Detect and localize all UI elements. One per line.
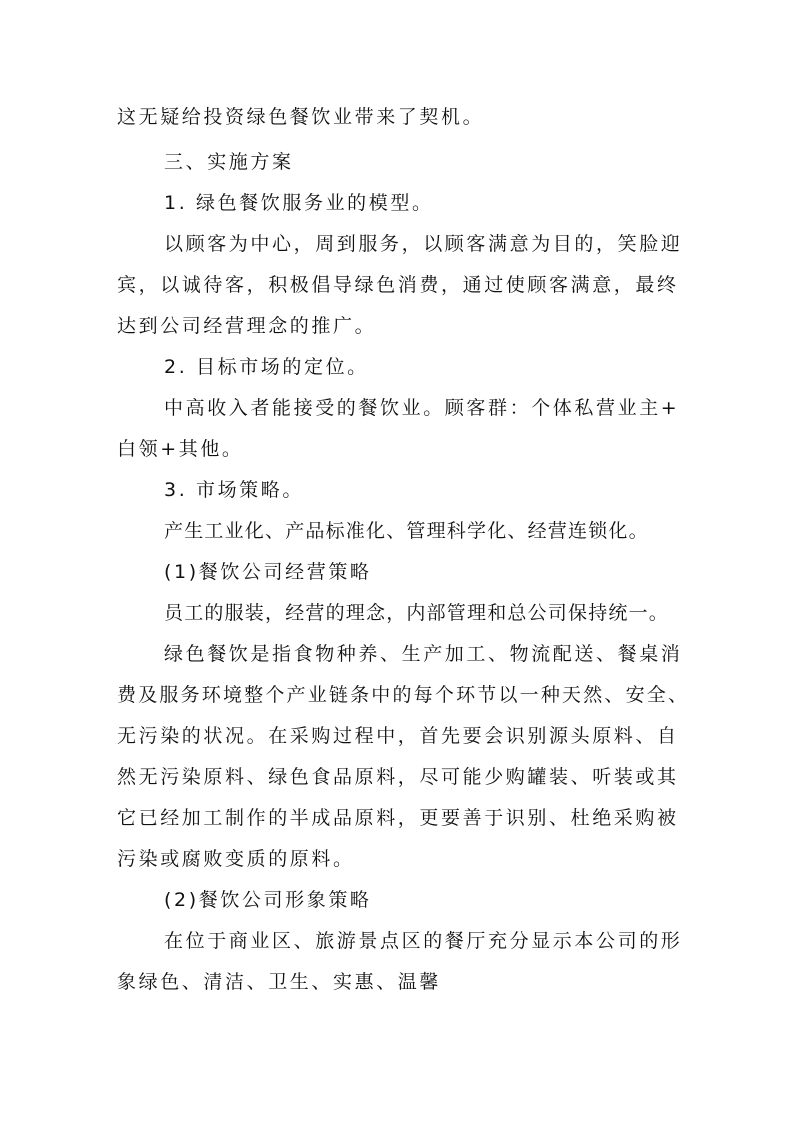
section-heading: 三、实施方案 xyxy=(164,151,294,173)
paragraph-line: 宾，以诚待客，积极倡导绿色消费，通过使顾客满意，最终 xyxy=(117,274,679,296)
subsection-heading: 2. 目标市场的定位。 xyxy=(164,356,369,378)
paragraph-line: 这无疑给投资绿色餐饮业带来了契机。 xyxy=(117,106,485,128)
subsection-heading: (1)餐饮公司经营策略 xyxy=(164,561,372,583)
paragraph-line: 达到公司经营理念的推广。 xyxy=(117,315,377,337)
paragraph-line: 象绿色、清洁、卫生、实惠、温馨 xyxy=(117,971,442,993)
paragraph-line: 员工的服装，经营的理念，内部管理和总公司保持统一。 xyxy=(164,602,670,624)
subsection-heading: (2)餐饮公司形象策略 xyxy=(164,889,372,911)
paragraph-line: 然无污染原料、绿色食品原料，尽可能少购罐装、听装或其 xyxy=(117,766,679,788)
paragraph-line: 产生工业化、产品标准化、管理科学化、经营连锁化。 xyxy=(164,520,649,542)
paragraph-line: 白领+其他。 xyxy=(117,438,244,460)
paragraph-line: 无污染的状况。在采购过程中，首先要会识别源头原料、自 xyxy=(117,725,679,747)
paragraph-line: 污染或腐败变质的原料。 xyxy=(117,848,355,870)
paragraph-line: 绿色餐饮是指食物种养、生产加工、物流配送、餐桌消 xyxy=(164,643,683,665)
paragraph-line: 费及服务环境整个产业链条中的每个环节以一种天然、安全、 xyxy=(117,684,687,706)
paragraph-line: 以顾客为中心，周到服务，以顾客满意为目的，笑脸迎 xyxy=(164,233,683,255)
subsection-heading: 1. 绿色餐饮服务业的模型。 xyxy=(164,192,434,214)
paragraph-line: 它已经加工制作的半成品原料，更要善于识别、杜绝采购被 xyxy=(117,807,679,829)
subsection-heading: 3. 市场策略。 xyxy=(164,479,304,501)
paragraph-line: 在位于商业区、旅游景点区的餐厅充分显示本公司的形 xyxy=(164,930,683,952)
paragraph-line: 中高收入者能接受的餐饮业。顾客群：个体私营业主+ xyxy=(164,397,680,419)
